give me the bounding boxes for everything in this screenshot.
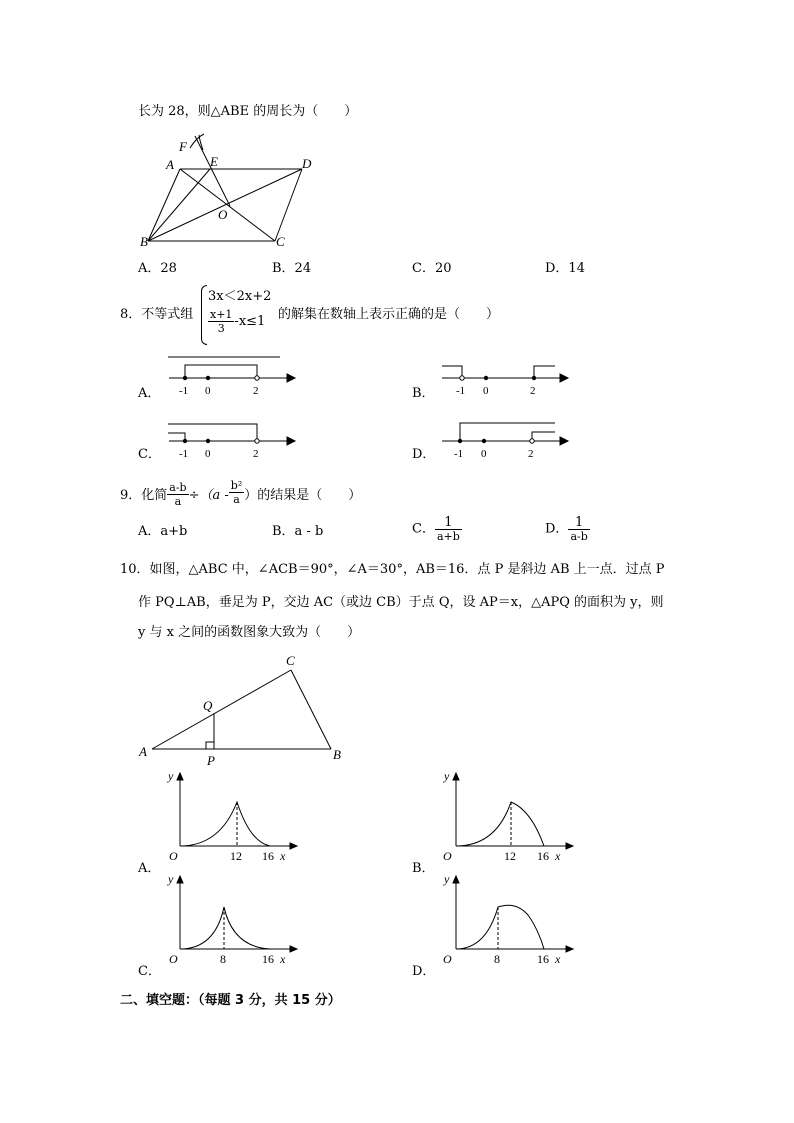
q8-option-d-label: D． [412,447,436,462]
q9-option-a-text: A．a+b [138,524,188,539]
q8-fraction-num: x+1 [210,308,233,321]
q9-tail: ）的结果是（ ） [244,488,362,503]
q8-d-tick-neg1: -1 [454,448,464,460]
q10-c-y-label: y [168,872,174,886]
q10-d-x-label: x [555,952,561,966]
q10-option-c-label: C． [138,964,161,979]
q7-continuation: 长为 28，则△ABE 的周长为（ ） [138,104,358,119]
q10-label-C: C [286,653,295,668]
q10-a-y-label: y [168,769,174,783]
q9-option-d-num: 1 [568,516,589,530]
q7-option-d: D．14 [545,261,585,276]
q10-line-2: 作 PQ⊥AB，垂足为 P，交边 AC（或边 CB）于点 Q，设 AP＝x，△APQ 的面积为 y，则 [138,595,664,610]
q9-option-b-text: B．a - b [272,524,324,539]
q10-label-A: A [139,744,147,759]
q7-label-F: F [179,139,187,154]
q8-number: 8．不等式组 [120,307,194,322]
q9-option-c-num: 1 [435,516,462,530]
q10-label-B: B [333,747,341,762]
q10-c-origin: O [169,952,178,966]
q8-c-tick-2: 2 [253,448,259,460]
q9-frac1-den: a [174,495,182,508]
q8-option-b-label: B． [412,386,435,401]
q9-option-c-label: C． [412,521,435,537]
q9-frac2-num: b² [230,479,243,492]
q7-label-B: B [140,234,148,249]
q10-a-origin: O [169,849,178,863]
q7-label-C: C [276,234,285,249]
q8-tail: 的解集在数轴上表示正确的是（ ） [278,307,500,322]
q10-b-tick-1: 12 [504,849,516,863]
q10-d-tick-2: 16 [537,952,549,966]
q8-c-tick-0: 0 [205,448,211,460]
q9-prefix: 9．化简 [120,488,168,503]
q10-b-tick-2: 16 [537,849,549,863]
section-2-heading: 二、填空题：（每题 3 分，共 15 分） [120,993,341,1008]
q9-frac2-den: a [233,493,240,506]
q10-graph-a [160,770,300,870]
q8-b-tick-neg1: -1 [456,385,466,397]
q8-fraction-den: 3 [217,322,225,335]
q10-b-y-label: y [444,769,450,783]
q10-c-tick-1: 8 [220,952,226,966]
q7-option-a: A．28 [138,261,177,276]
q10-a-x-label: x [280,849,286,863]
q7-option-c: C．20 [412,261,452,276]
q8-option-c-label: C． [138,447,161,462]
q10-label-P: P [207,753,215,768]
q10-d-y-label: y [444,872,450,886]
q10-line-1: 10．如图，△ABC 中，∠ACB＝90°，∠A＝30°，AB＝16．点 P 是斜边 AB 上一点．过点 P [120,562,665,577]
q7-label-E: E [210,154,218,169]
q8-b-tick-2: 2 [530,385,536,397]
q8-c-tick-neg1: -1 [179,448,189,460]
q10-d-origin: O [443,952,452,966]
q8-a-tick-2: 2 [253,385,259,397]
q10-d-tick-1: 8 [494,952,500,966]
q9-option-d-label: D． [545,521,569,537]
q10-a-tick-2: 16 [262,849,274,863]
q8-inequality-2-rest: -x≤1 [234,314,266,329]
q8-d-tick-0: 0 [481,448,487,460]
q10-option-b-label: B． [412,861,435,876]
q10-c-x-label: x [280,952,286,966]
q9-frac1-num: a-b [169,481,187,494]
q8-b-tick-0: 0 [483,385,489,397]
q8-d-tick-2: 2 [528,448,534,460]
q7-label-D: D [302,156,312,171]
q9-option-d-den: a-b [570,530,588,543]
q8-a-tick-neg1: -1 [179,385,189,397]
q8-option-a-label: A． [138,386,161,401]
q10-b-x-label: x [555,849,561,863]
q9-mid: ÷（a - [188,488,229,503]
q10-option-d-label: D． [412,964,436,979]
q10-graph-b [436,770,576,870]
q9-option-c-den: a+b [436,530,460,543]
q10-label-Q: Q [203,698,213,713]
q8-inequality-1: 3x＜2x+2 [208,289,272,304]
q10-line-3: y 与 x 之间的函数图象大致为（ ） [138,625,361,640]
q10-graph-c [160,873,300,973]
q7-label-A: A [166,157,174,172]
q10-graph-d [436,873,576,973]
q10-b-origin: O [443,849,452,863]
q7-label-O: O [218,207,228,222]
q10-option-a-label: A． [138,861,161,876]
q10-c-tick-2: 16 [262,952,274,966]
q8-a-tick-0: 0 [205,385,211,397]
q7-option-b: B．24 [272,261,312,276]
q10-a-tick-1: 12 [230,849,242,863]
